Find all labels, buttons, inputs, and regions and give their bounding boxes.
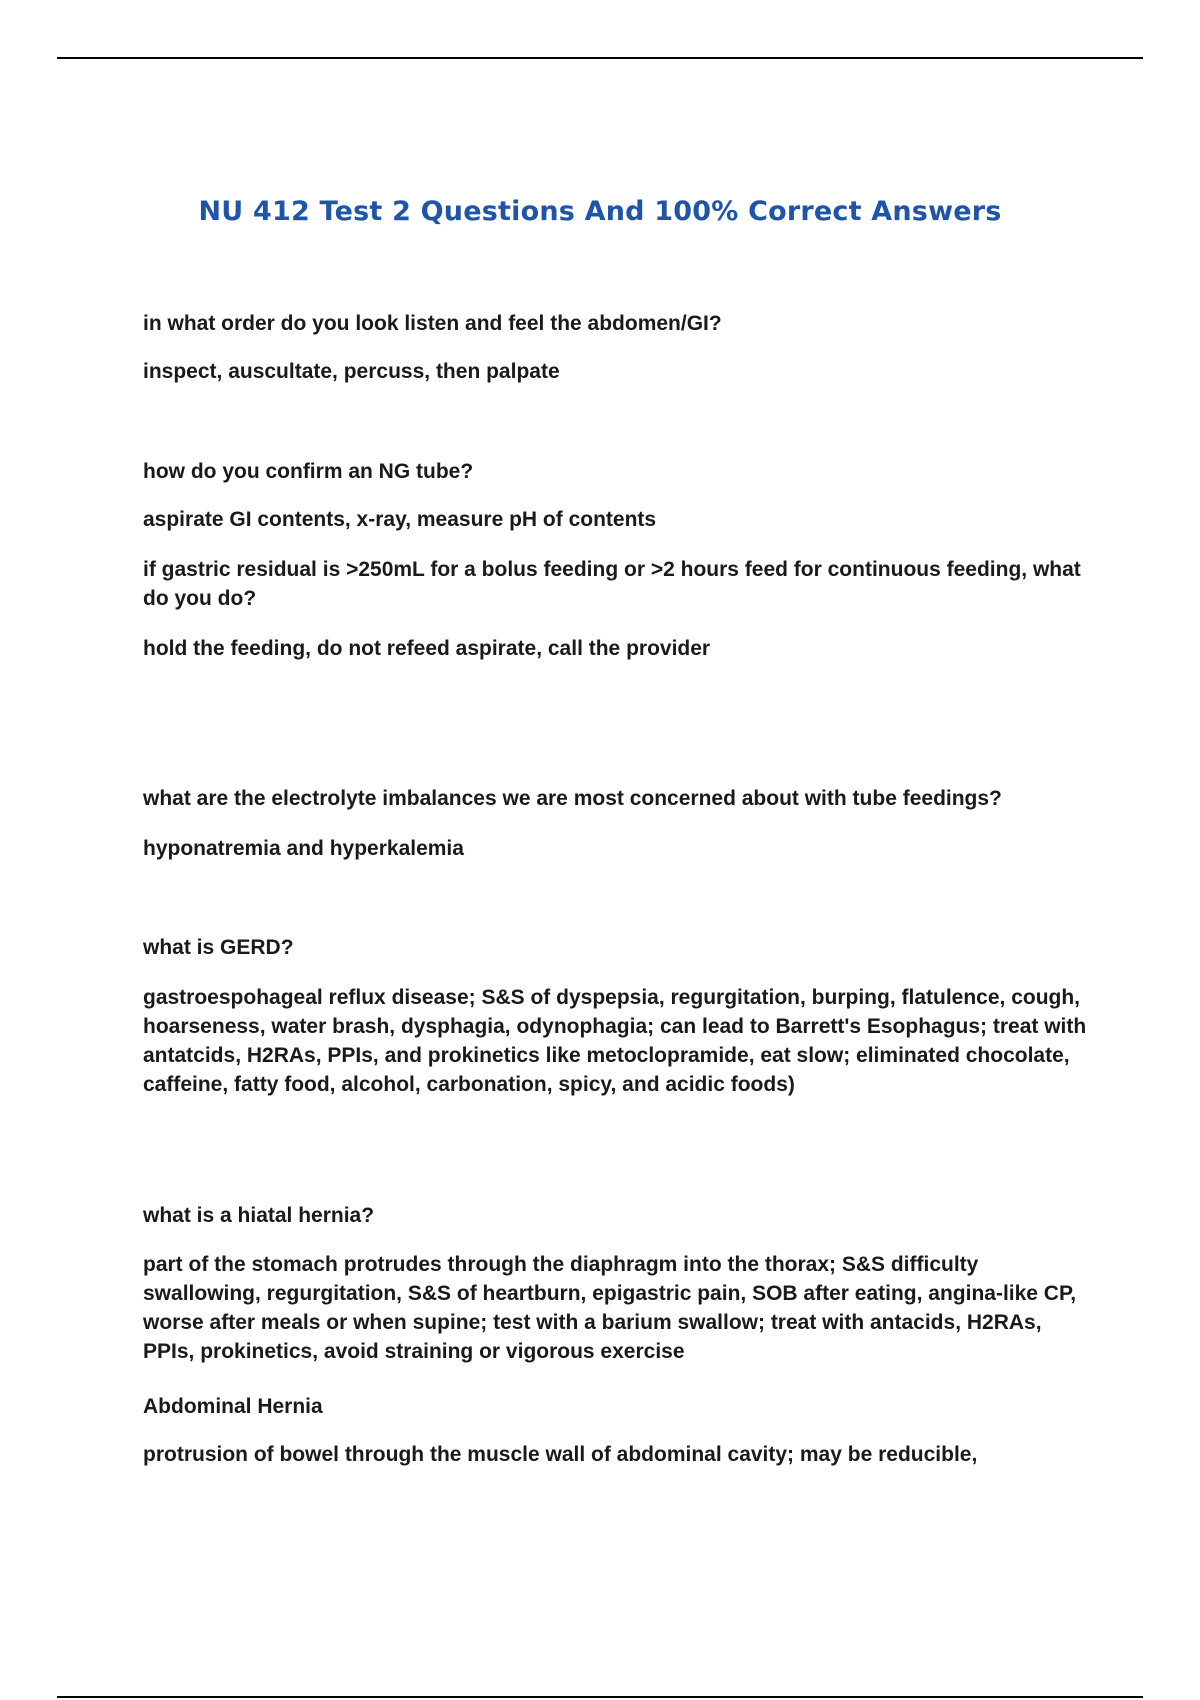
answer-4: hyponatremia and hyperkalemia — [143, 837, 464, 860]
question-2: how do you confirm an NG tube? — [143, 460, 474, 483]
answer-5: gastroespohageal reflux disease; S&S of dyspepsia, regurgitation, burping, flatulence, cough, hoarseness, water brash, dysphagia, odynophagia; can lead to Barrett's Esophagus; treat with antatcids, H2RAs, PPIs, and prokinetics like metoclopramide, eat slow; eliminated chocolate, caffeine, fatty food, alcohol, carbonation, spicy, and acidic foods) — [143, 986, 1087, 1096]
question-1: in what order do you look listen and feel the abdomen/GI? — [143, 312, 722, 335]
question-4: what are the electrolyte imbalances we are most concerned about with tube feedings? — [143, 787, 1002, 810]
question-5: what is GERD? — [143, 936, 294, 959]
question-7: Abdominal Hernia — [143, 1395, 323, 1418]
answer-3: hold the feeding, do not refeed aspirate, call the provider — [143, 637, 711, 660]
question-3: if gastric residual is >250mL for a bolus feeding or >2 hours feed for continuous feeding, what do you do? — [143, 558, 1081, 610]
answer-6: part of the stomach protrudes through the diaphragm into the thorax; S&S difficulty swallowing, regurgitation, S&S of heartburn, epigastric pain, SOB after eating, angina-like CP, worse after meals or when supine; test with a barium swallow; treat with antacids, H2RAs, PPIs, prokinetics, avoid straining or vigorous exercise — [143, 1253, 1077, 1363]
answer-1: inspect, auscultate, percuss, then palpate — [143, 360, 560, 383]
answer-7: protrusion of bowel through the muscle wall of abdominal cavity; may be reducible, — [143, 1443, 978, 1466]
answer-2: aspirate GI contents, x-ray, measure pH of contents — [143, 508, 657, 531]
document-title: NU 412 Test 2 Questions And 100% Correct Answers — [198, 196, 1002, 227]
question-6: what is a hiatal hernia? — [143, 1204, 375, 1227]
top-rule — [57, 57, 1143, 59]
bottom-rule — [57, 1696, 1143, 1698]
